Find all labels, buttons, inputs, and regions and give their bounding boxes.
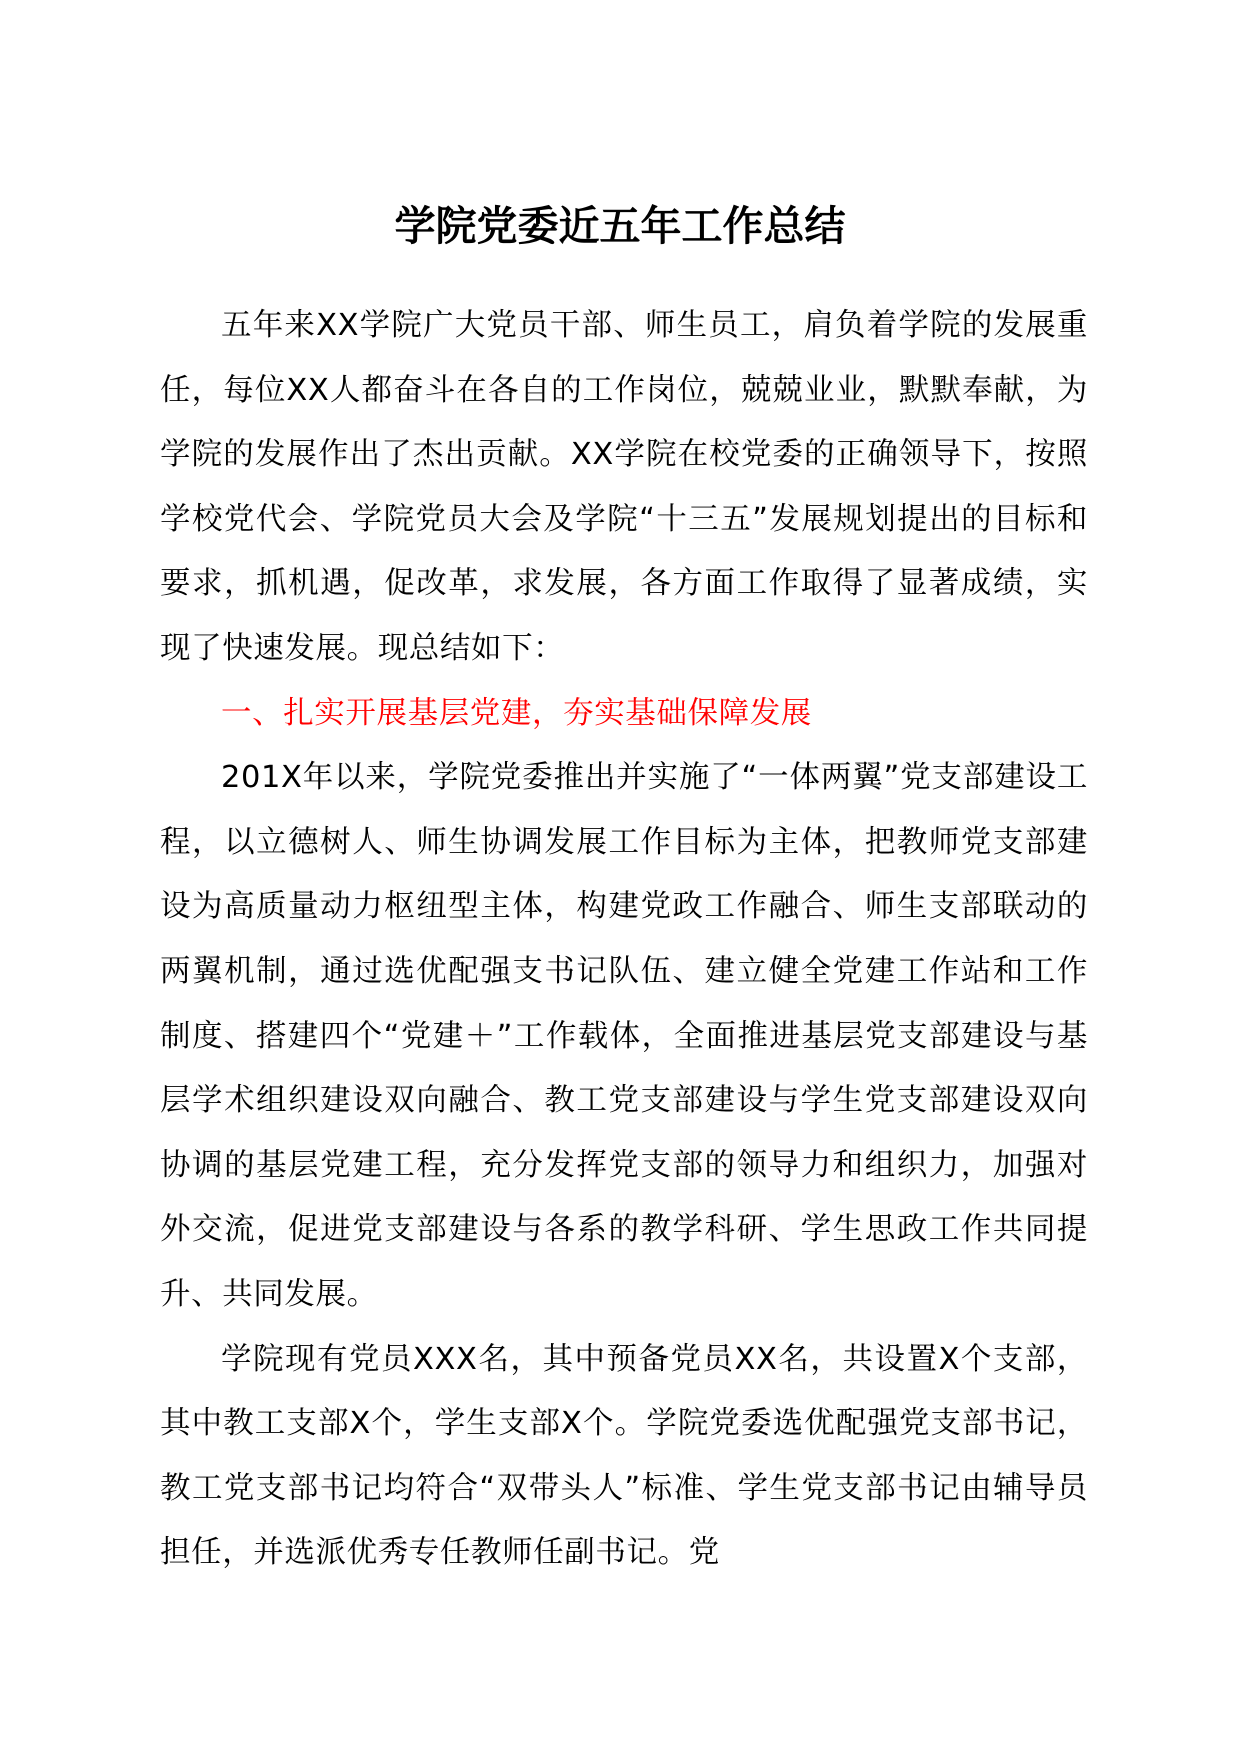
paragraph-membership: 学院现有党员XXX名，其中预备党员XX名，共设置X个支部，其中教工支部X个，学生支部X个。学院党委选优配强党支部书记，教工党支部书记均符合“双带头人”标准、学生党支部书记由辅导员担任，并选派优秀专任教师任副书记。党	[160, 1341, 1088, 1571]
section-heading-1: 一、扎实开展基层党建，夯实基础保障发展	[221, 695, 812, 731]
paragraph-party-building: 201X年以来，学院党委推出并实施了“一体两翼”党支部建设工程，以立德树人、师生协调发展工作目标为主体，把教师党支部建设为高质量动力枢纽型主体，构建党政工作融合、师生支部联动的两翼机制，通过选优配强支书记队伍、建立健全党建工作站和工作制度、搭建四个“党建＋”工作载体，全面推进基层党支部建设与基层学术组织建设双向融合、教工党支部建设与学生党支部建设双向协调的基层党建工程，充分发挥党支部的领导力和组织力，加强对外交流，促进党支部建设与各系的教学科研、学生思政工作共同提升、共同发展。	[160, 760, 1088, 1312]
document-title: 学院党委近五年工作总结	[394, 202, 846, 250]
document-body	[160, 294, 1088, 1586]
paragraph-intro: 五年来XX学院广大党员干部、师生员工，肩负着学院的发展重任，每位XX人都奋斗在各自的工作岗位，兢兢业业，默默奉献，为学院的发展作出了杰出贡献。XX学院在校党委的正确领导下，按照学校党代会、学院党员大会及学院“十三五”发展规划提出的目标和要求，抓机遇，促改革，求发展，各方面工作取得了显著成绩，实现了快速发展。现总结如下：	[160, 308, 1088, 666]
